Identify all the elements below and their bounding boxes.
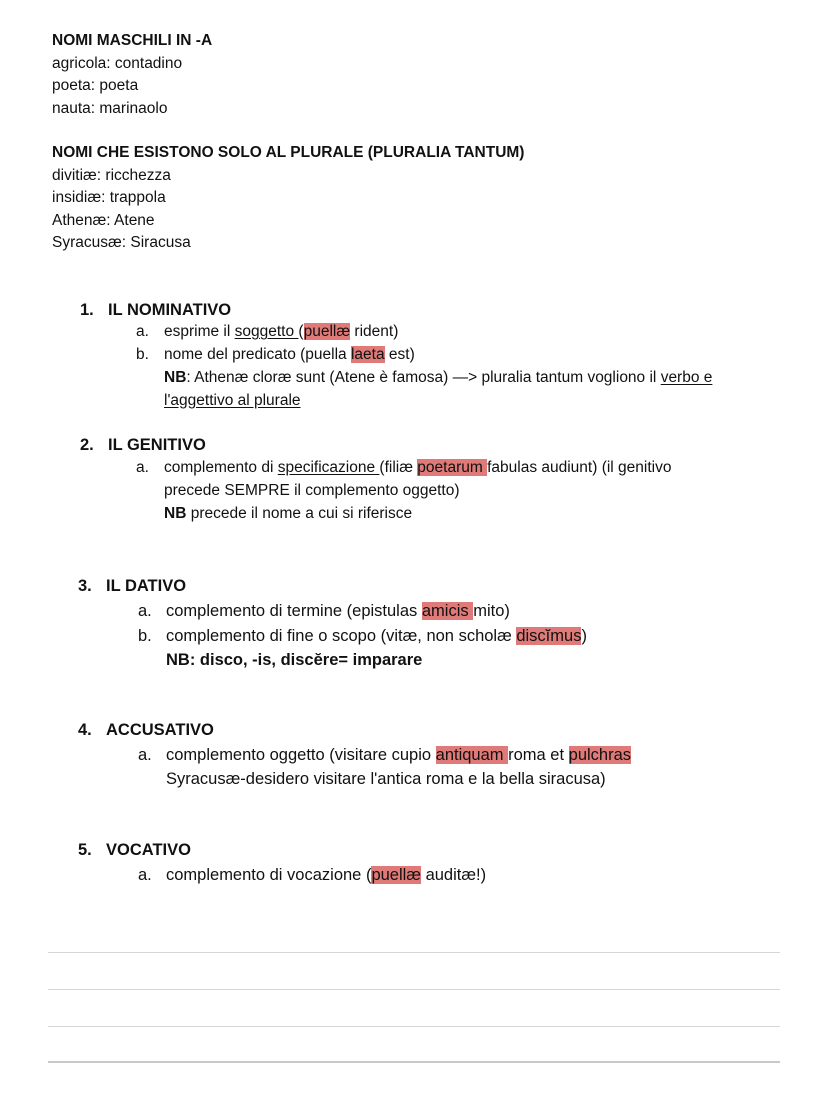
item-text: nome del predicato (puella: [164, 346, 351, 363]
item-text: precede SEMPRE il complemento oggetto): [164, 481, 460, 499]
pluralia-tantum-section: [52, 142, 524, 255]
section-title: IL DATIVO: [106, 577, 187, 595]
note-label: NB: [164, 505, 187, 522]
genitivo-item-a: [136, 457, 671, 502]
section-title: ACCUSATIVO: [106, 721, 214, 739]
item-label: a.: [138, 602, 152, 620]
section-title: NOMI CHE ESISTONO SOLO AL PLURALE (PLURALIA TANTUM): [52, 144, 525, 161]
list-item: poeta: poeta: [52, 77, 139, 94]
genitivo-note: [164, 503, 412, 526]
ruled-line: [48, 952, 780, 953]
nominativo-item-b: [136, 344, 415, 367]
item-text: complemento di termine (epistulas: [166, 602, 422, 620]
item-label: a.: [138, 746, 152, 764]
dativo-heading: [78, 575, 186, 597]
ruled-line: [48, 1061, 780, 1063]
item-text: complemento di: [164, 459, 278, 476]
item-label: a.: [138, 866, 152, 884]
ruled-line: [48, 1026, 780, 1027]
item-text: fabulas audiunt) (il genitivo: [487, 459, 672, 476]
dativo-item-b: [138, 624, 587, 648]
underlined-text: soggetto: [234, 323, 299, 340]
nominativo-item-a: [136, 321, 398, 344]
nominativo-note: [164, 367, 712, 412]
section-title: VOCATIVO: [106, 841, 191, 859]
section-title: IL GENITIVO: [108, 436, 206, 454]
ruled-line: [48, 989, 780, 990]
item-text: ): [581, 627, 587, 645]
highlighted-word: amicis: [421, 602, 474, 620]
underlined-text: specificazione: [277, 459, 380, 476]
highlighted-word: puellæ: [371, 866, 421, 884]
item-text: Syracusæ-desidero visitare l'antica roma e la bella siracusa): [166, 770, 606, 788]
highlighted-word: discĭmus: [516, 627, 582, 645]
highlighted-word: antiquam: [435, 746, 509, 764]
nominativo-heading: [80, 299, 231, 321]
section-number: 1.: [80, 301, 94, 319]
note-text: precede il nome a cui si riferisce: [186, 505, 413, 522]
item-label: a.: [136, 323, 149, 340]
note-text: : Athenæ cloræ sunt (Atene è famosa) —> pluralia tantum vogliono il: [186, 369, 661, 386]
item-text: complemento di vocazione (: [166, 866, 372, 884]
list-item: Athenæ: Atene: [52, 211, 155, 229]
item-text: (: [298, 323, 304, 340]
item-label: b.: [138, 627, 152, 645]
accusativo-heading: [78, 719, 214, 741]
dativo-note: NB: disco, -is, discĕre= imparare: [166, 651, 423, 669]
dativo-item-a: [138, 599, 510, 623]
underlined-text: l'aggettivo al plurale: [164, 391, 301, 409]
accusativo-item-a: [138, 743, 631, 791]
item-text: (filiæ: [379, 459, 418, 476]
highlighted-word: poetarum: [417, 459, 488, 476]
item-text: auditæ!): [420, 866, 487, 884]
section-number: 3.: [78, 577, 92, 595]
item-label: b.: [136, 346, 149, 363]
list-item: Syracusæ: Siracusa: [52, 234, 191, 251]
list-item: agricola: contadino: [52, 54, 183, 72]
list-item: nauta: marinaolo: [52, 99, 168, 117]
item-text: est): [384, 346, 415, 363]
section-number: 4.: [78, 721, 92, 739]
list-item: insidiæ: trappola: [52, 189, 166, 206]
item-text: roma et: [508, 746, 569, 764]
item-text: rident): [350, 323, 399, 340]
highlighted-word: puellæ: [303, 323, 351, 340]
item-label: a.: [136, 459, 149, 476]
section-number: 2.: [80, 436, 94, 454]
underlined-text: verbo e: [660, 369, 713, 386]
masculine-nouns-section: [52, 30, 212, 120]
item-text: esprime il: [164, 323, 235, 340]
vocativo-item-a: [138, 863, 486, 887]
item-text: complemento oggetto (visitare cupio: [166, 746, 436, 764]
highlighted-word: pulchras: [568, 746, 632, 764]
section-title: NOMI MASCHILI IN -A: [52, 32, 213, 49]
section-title: IL NOMINATIVO: [108, 301, 232, 319]
vocativo-heading: [78, 839, 191, 861]
item-text: mito): [473, 602, 510, 620]
section-number: 5.: [78, 841, 92, 859]
list-item: divitiæ: ricchezza: [52, 166, 171, 184]
note-label: NB: [164, 369, 187, 386]
item-text: complemento di fine o scopo (vitæ, non scholæ: [166, 627, 517, 645]
genitivo-heading: [80, 434, 206, 456]
highlighted-word: laeta: [350, 346, 385, 363]
